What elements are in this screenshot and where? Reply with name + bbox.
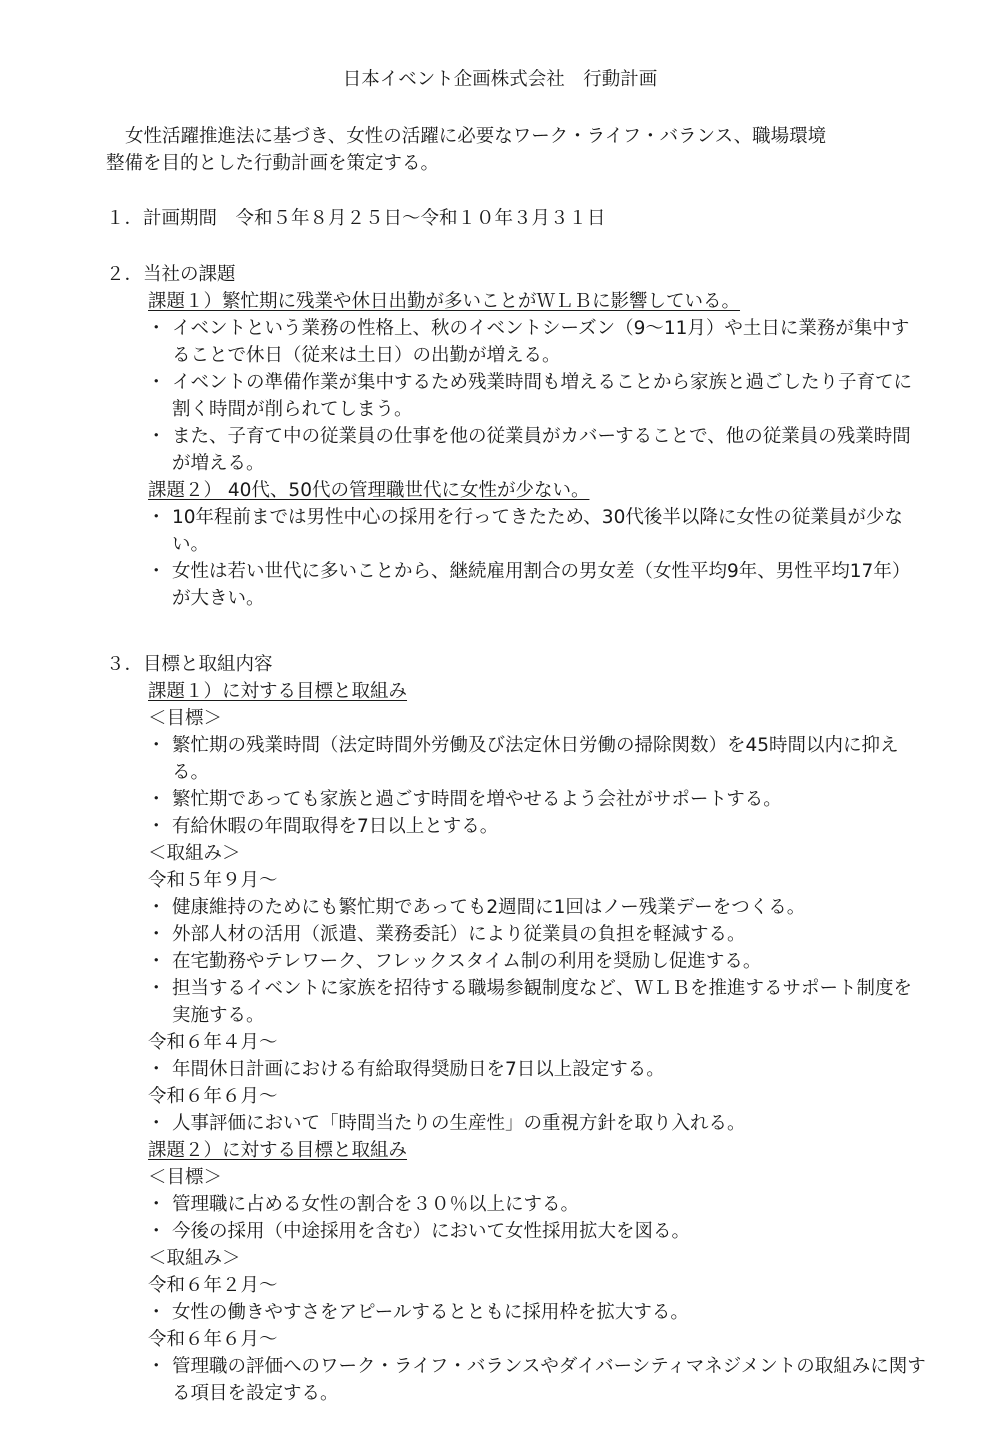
period-date: 令和６年６月～	[148, 1086, 278, 1107]
section-company-issues	[106, 261, 926, 612]
list-item: ・ 健康維持のためにも繁忙期であっても2週間に1回はノー残業デーをつくる。	[172, 894, 926, 921]
list-item: ・ イベントの準備作業が集中するため残業時間も増えることから家族と過ごしたり子育てに割く時間が削られてしまう。	[172, 369, 926, 423]
action-label: ＜取組み＞	[148, 1248, 241, 1269]
actions-list	[106, 1110, 926, 1137]
list-item: ・ 担当するイベントに家族を招待する職場参観制度など、ＷＬＢを推進するサポート制度を実施する。	[172, 975, 926, 1029]
list-item: ・ 人事評価において「時間当たりの生産性」の重視方針を取り入れる。	[172, 1110, 926, 1137]
section-plan-period	[106, 205, 606, 232]
section-3-heading: ３．目標と取組内容	[106, 654, 273, 675]
list-item: ・ また、子育て中の従業員の仕事を他の従業員がカバーすることで、他の従業員の残業時間が増える。	[172, 423, 926, 477]
intro-line-2: 整備を目的とした行動計画を策定する。	[106, 153, 440, 174]
list-item: ・ 有給休暇の年間取得を7日以上とする。	[172, 813, 926, 840]
goals-issue-2	[106, 1191, 926, 1245]
list-item: ・ 繁忙期の残業時間（法定時間外労働及び法定休日労働の掃除関数）を45時間以内に抑える。	[172, 732, 926, 786]
list-item: ・ 年間休日計画における有給取得奨励日を7日以上設定する。	[172, 1056, 926, 1083]
action-label: ＜取組み＞	[148, 843, 241, 864]
list-item: ・ 繁忙期であっても家族と過ごす時間を増やせるよう会社がサポートする。	[172, 786, 926, 813]
list-item: ・ 外部人材の活用（派遣、業務委託）により従業員の負担を軽減する。	[172, 921, 926, 948]
actions-list	[106, 1353, 926, 1407]
list-item: ・ 女性の働きやすさをアピールするとともに採用枠を拡大する。	[172, 1299, 926, 1326]
list-item: ・ 在宅勤務やテレワーク、フレックスタイム制の利用を奨励し促進する。	[172, 948, 926, 975]
actions-list	[106, 1056, 926, 1083]
list-item: ・ イベントという業務の性格上、秋のイベントシーズン（9～11月）や土日に業務が集中することで休日（従来は土日）の出勤が増える。	[172, 315, 926, 369]
section-1-heading: １．計画期間 令和５年８月２５日～令和１０年３月３１日	[106, 208, 606, 229]
issue-2-bullets	[106, 504, 926, 612]
period-date: 令和５年９月～	[148, 870, 278, 891]
goals-issue-1-title: 課題１）に対する目標と取組み	[148, 681, 408, 702]
period-date: 令和６年６月～	[148, 1329, 278, 1350]
list-item: ・ 女性は若い世代に多いことから、継続雇用割合の男女差（女性平均9年、男性平均17年）が大きい。	[172, 558, 926, 612]
document-title: 日本イベント企画株式会社 行動計画	[342, 69, 658, 90]
goal-label: ＜目標＞	[148, 708, 223, 729]
intro-line-1: 女性活躍推進法に基づき、女性の活躍に必要なワーク・ライフ・バランス、職場環境	[125, 126, 827, 147]
goals-issue-2-title: 課題２）に対する目標と取組み	[148, 1140, 408, 1161]
list-item: ・ 管理職に占める女性の割合を３０％以上にする。	[172, 1191, 926, 1218]
period-date: 令和６年２月～	[148, 1275, 278, 1296]
actions-list	[106, 894, 926, 1029]
goals-issue-1	[106, 732, 926, 840]
list-item: ・ 今後の採用（中途採用を含む）において女性採用拡大を図る。	[172, 1218, 926, 1245]
period-date: 令和６年４月～	[148, 1032, 278, 1053]
issue-1-title: 課題１）繁忙期に残業や休日出勤が多いことがＷＬＢに影響している。	[148, 291, 741, 312]
section-2-heading: ２．当社の課題	[106, 264, 236, 285]
intro-paragraph	[106, 123, 921, 177]
actions-list	[106, 1299, 926, 1326]
list-item: ・ 管理職の評価へのワーク・ライフ・バランスやダイバーシティマネジメントの取組みに関する項目を設定する。	[172, 1353, 926, 1407]
issue-1-bullets	[106, 315, 926, 477]
list-item: ・ 10年程前までは男性中心の採用を行ってきたため、30代後半以降に女性の従業員が少ない。	[172, 504, 926, 558]
section-goals-actions	[106, 651, 926, 1407]
goal-label: ＜目標＞	[148, 1167, 223, 1188]
issue-2-title: 課題２） 40代、50代の管理職世代に女性が少ない。	[148, 480, 590, 501]
